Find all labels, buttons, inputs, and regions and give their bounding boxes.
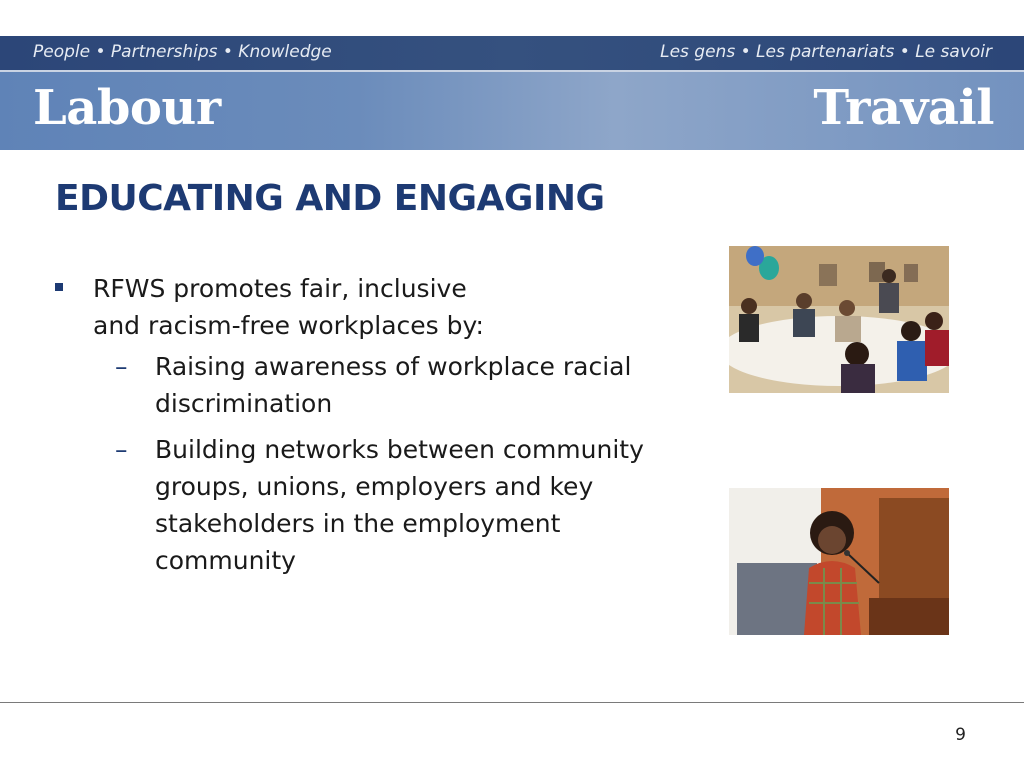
wordmark-band — [0, 72, 1024, 150]
square-bullet-icon — [55, 283, 63, 291]
bullet-list — [55, 270, 695, 588]
footer-divider — [0, 702, 1024, 703]
meeting-photo-image — [729, 246, 949, 393]
dash-bullet-icon: – — [115, 435, 128, 464]
wordmark-labour: Labour — [33, 80, 221, 136]
wordmark-travail: Travail — [813, 80, 994, 136]
bullet-item — [55, 270, 695, 344]
sub-bullet-text: Building networks between community groups, unions, employers and key stakeholders in the employment community — [155, 435, 644, 575]
page-number: 9 — [955, 725, 966, 745]
tagline-english: People • Partnerships • Knowledge — [33, 42, 332, 62]
sub-bullet-item — [115, 348, 695, 422]
bullet-line-2: and racism-free workplaces by: — [93, 311, 484, 340]
tagline-french: Les gens • Les partenariats • Le savoir — [660, 42, 992, 62]
dash-bullet-icon: – — [115, 352, 128, 381]
tagline-bar — [0, 36, 1024, 72]
meeting-photo — [729, 246, 949, 393]
speaker-photo-image — [729, 488, 949, 635]
sub-bullet-item — [115, 431, 695, 579]
slide-title: EDUCATING AND ENGAGING — [55, 178, 605, 219]
bullet-line-1: RFWS promotes fair, inclusive — [93, 274, 467, 303]
sub-bullet-list — [55, 348, 695, 579]
sub-bullet-text: Raising awareness of workplace racial discrimination — [155, 352, 632, 418]
speaker-photo — [729, 488, 949, 635]
header-banner — [0, 36, 1024, 150]
